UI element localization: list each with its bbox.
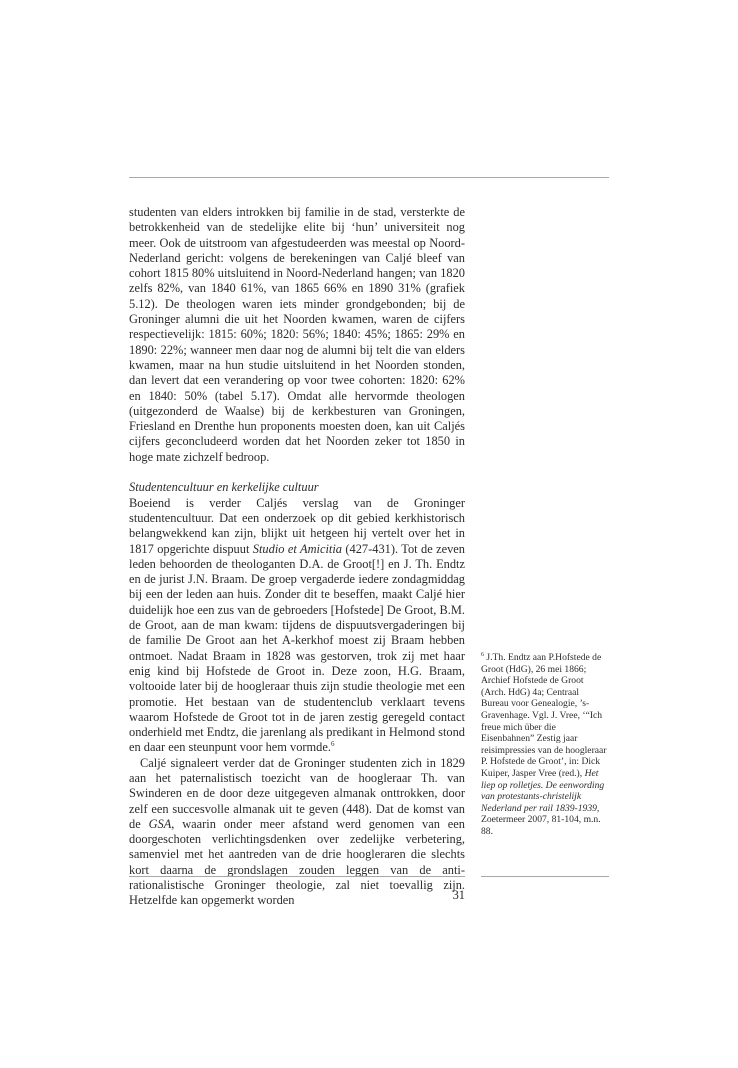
paragraph-2 xyxy=(129,496,465,756)
paragraph-2-text-a: Boeiend is verder Caljés verslag van de Groninger studentencultuur. Dat een onderzoek op dit gebied kerkhistorisch belangwekkend kan zijn, blijkt uit hetgeen hij vertelt over het in 1817 opgerichte dispuut xyxy=(129,495,465,556)
paragraph-3-italic-abbrev: GSA xyxy=(148,816,172,831)
section-heading: Studentencultuur en kerkelijke cultuur xyxy=(129,480,319,495)
footnote-reference[interactable]: 6 xyxy=(330,740,335,749)
paragraph-1: studenten van elders introkken bij familie in de stad, versterkte de betrokkenheid van de stedelijke elite bij ‘hun’ universiteit nog meer. Ook de uitstroom van afgestudeerden was meestal op Noord-Nederland gericht: volgens de berekeningen van Caljé bleef van cohort 1815 80% uitsluitend in Noord-Nederland hangen; van 1820 zelfs 82%, van 1840 61%, van 1865 66% en 1890 31% (grafiek 5.12). De theologen waren iets minder grondgebonden; bij de Groninger alumni die uit het Noorden kwamen, waren de cijfers respectievelijk: 1815: 60%; 1820: 56%; 1840: 45%; 1865: 29% en 1890: 22%; wanneer men daar nog de alumni bij telt die van elders kwamen, maar na hun studie uitsluitend in het Noorden stonden, dan levert dat een verandering op voor twee cohorten: 1820: 62% en 1840: 50% (tabel 5.17). Omdat alle hervormde theologen (uitgezonderd de Waalse) bij de kerkbesturen van Groningen, Friesland en Drenthe hun proponents moesten doen, kan uit Caljés cijfers geconcludeerd worden dat het Noorden zeker tot 1850 in hoge mate zichzelf bedroop. xyxy=(129,205,465,464)
margin-footnote xyxy=(481,652,609,838)
paragraph-2-text-b: (427-431). Tot de zeven leden behoorden de theologanten D.A. de Groot[!] en J. Th. Endtz en de jurist J.N. Braam. De groep vergaderde iedere zondagmiddag bij een der leden aan huis. Zonder dit te beseffen, maakt Caljé hier duidelijk hoe een zus van de gebroeders [Hofstede] De Groot, B.M. de Groot, aan de man kwam: tijdens de dispuutsvergaderingen bij de familie De Groot aan het A-kerkhof moest zij Braam hebben ontmoet. Nadat Braam in 1828 was gestorven, trok zij met haar enig kind bij Hofstede de Groot in. Deze zoon, H.G. Braam, voltooide later bij de hoogleraar thuis zijn studie theologie met een promotie. Het bestaan van de studentenclub verklaart tevens waarom Hofstede de Groot tot in de jaren zestig geregeld contact onderhield met Endtz, die jarenlang als predikant in Helmond stond en daar een steunpunt voor hem vormde. xyxy=(129,541,465,755)
footnote-text-a: J.Th. Endtz aan P.Hofstede de Groot (HdG), 26 mei 1866; Archief Hofstede de Groot (Arch. HdG) 4a; Centraal Bureau voor Genealogie, ’s-Gravenhage. Vgl. J. Vree, ‘“Ich freue mich über die Eisenbahnen” Zestig jaar reisimpressies van de hoogleraar P. Hofstede de Groot’, in: Dick Kuiper, Jasper Vree (red.), xyxy=(481,652,607,779)
main-text-column xyxy=(129,205,465,909)
bottom-rule-margin xyxy=(481,876,609,877)
footnote-italic-title: Het liep op rolletjes. De eenwording van protestants-christelijk Nederland per rail 1839-1939 xyxy=(481,767,605,814)
top-rule xyxy=(129,177,609,178)
paragraph-3 xyxy=(129,756,465,909)
paragraph-3-text-b: , waarin onder meer afstand werd genomen van een doorgeschoten verlichtingsdenken over zedelijke verbetering, samenviel met het aantreden van de drie hoogleraren die slechts kort daarna de grondslagen zouden leggen van de anti-rationalistische Groninger theologie, zal niet toevallig zijn. Hetzelfde kan opgemerkt worden xyxy=(129,816,465,908)
page-number: 31 xyxy=(452,888,465,902)
bottom-rule-main xyxy=(129,876,465,877)
paragraph-2-italic-title: Studio et Amicitia xyxy=(252,541,342,556)
footnote-text-b: , Zoetermeer 2007, 81-104, m.n. 88. xyxy=(481,802,601,837)
paragraph-3-text-a: Caljé signaleert verder dat de Groninger studenten zich in 1829 aan het paternalistisch toezicht van de hoogleraar Th. van Swinderen en de door deze uitgegeven almanak onttrokken, door zelf een succesvolle almanak uit te geven (448). Dat de komst van de xyxy=(129,755,465,831)
footnote-number: 6 xyxy=(481,652,484,658)
